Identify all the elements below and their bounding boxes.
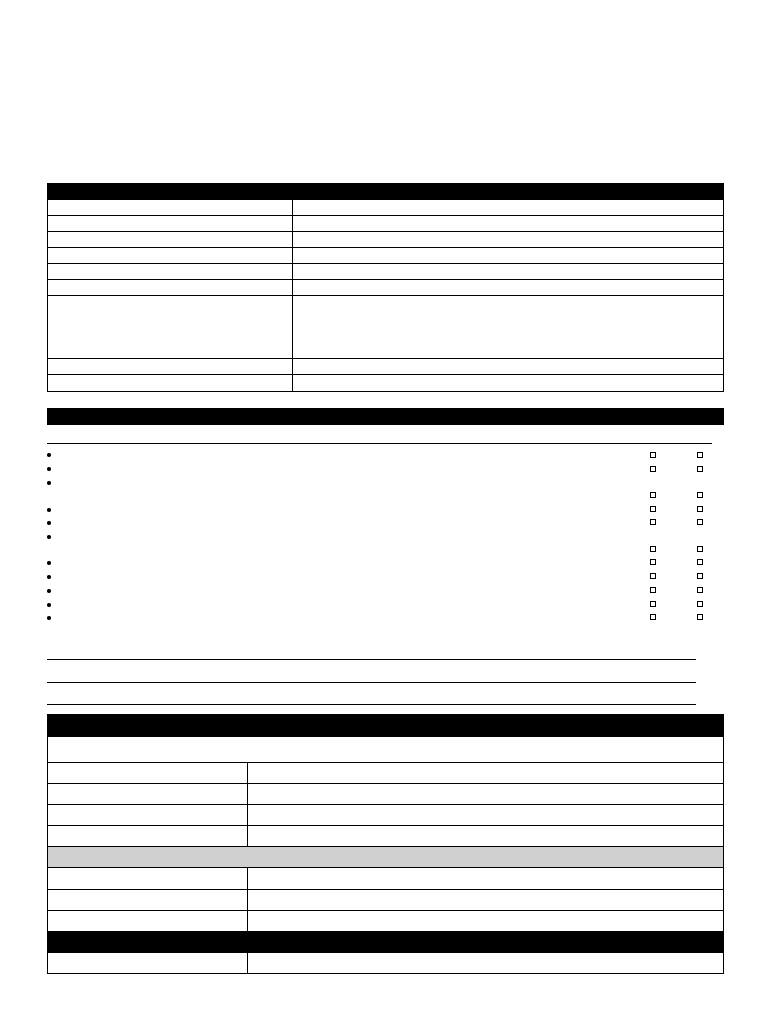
notes-line[interactable] <box>47 659 696 660</box>
list-item-bullet <box>47 603 51 607</box>
list-item-bullet <box>47 616 51 620</box>
yes-checkbox[interactable] <box>650 466 656 472</box>
no-checkbox[interactable] <box>697 614 703 620</box>
section1-row-line <box>47 295 724 296</box>
section3-row-line <box>47 889 724 890</box>
section1-row-line <box>47 263 724 264</box>
yes-checkbox[interactable] <box>650 519 656 525</box>
section3-row-line <box>47 762 724 763</box>
list-item-bullet <box>47 467 51 471</box>
section3-row-line <box>47 910 724 911</box>
list-item-bullet <box>47 589 51 593</box>
list-item-bullet <box>47 535 51 539</box>
section3-footer-bar <box>47 931 724 953</box>
section1-row-line <box>47 247 724 248</box>
section1-row-line <box>47 358 724 359</box>
no-checkbox[interactable] <box>697 546 703 552</box>
yes-checkbox[interactable] <box>650 573 656 579</box>
yes-checkbox[interactable] <box>650 492 656 498</box>
section3-row-line <box>47 804 724 805</box>
list-item-bullet <box>47 561 51 565</box>
notes-line[interactable] <box>47 682 696 683</box>
section1-row-line <box>47 231 724 232</box>
no-checkbox[interactable] <box>697 601 703 607</box>
section1-header-bar <box>47 183 724 200</box>
no-checkbox[interactable] <box>697 492 703 498</box>
section1-row-line <box>47 279 724 280</box>
section1-table <box>47 199 724 392</box>
yes-checkbox[interactable] <box>650 506 656 512</box>
list-item-bullet <box>47 453 51 457</box>
section2-column-header-rule <box>47 443 712 444</box>
no-checkbox[interactable] <box>697 573 703 579</box>
yes-checkbox[interactable] <box>650 546 656 552</box>
no-checkbox[interactable] <box>697 466 703 472</box>
no-checkbox[interactable] <box>697 452 703 458</box>
yes-checkbox[interactable] <box>650 614 656 620</box>
section1-row-line <box>47 215 724 216</box>
no-checkbox[interactable] <box>697 519 703 525</box>
no-checkbox[interactable] <box>697 587 703 593</box>
section3-subheader-bar <box>48 846 723 868</box>
list-item-bullet <box>47 521 51 525</box>
section3-table <box>47 714 724 974</box>
yes-checkbox[interactable] <box>650 587 656 593</box>
no-checkbox[interactable] <box>697 506 703 512</box>
yes-checkbox[interactable] <box>650 601 656 607</box>
section3-row-line <box>47 783 724 784</box>
list-item-bullet <box>47 481 51 485</box>
list-item-bullet <box>47 508 51 512</box>
section3-column-divider <box>247 868 248 931</box>
section3-column-divider <box>247 953 248 974</box>
list-item-bullet <box>47 575 51 579</box>
notes-line[interactable] <box>47 704 696 705</box>
section1-row-line <box>47 374 724 375</box>
yes-checkbox[interactable] <box>650 452 656 458</box>
section2-header-bar <box>47 408 724 425</box>
section3-row-line <box>47 825 724 826</box>
yes-checkbox[interactable] <box>650 559 656 565</box>
no-checkbox[interactable] <box>697 559 703 565</box>
section3-column-divider <box>247 762 248 846</box>
